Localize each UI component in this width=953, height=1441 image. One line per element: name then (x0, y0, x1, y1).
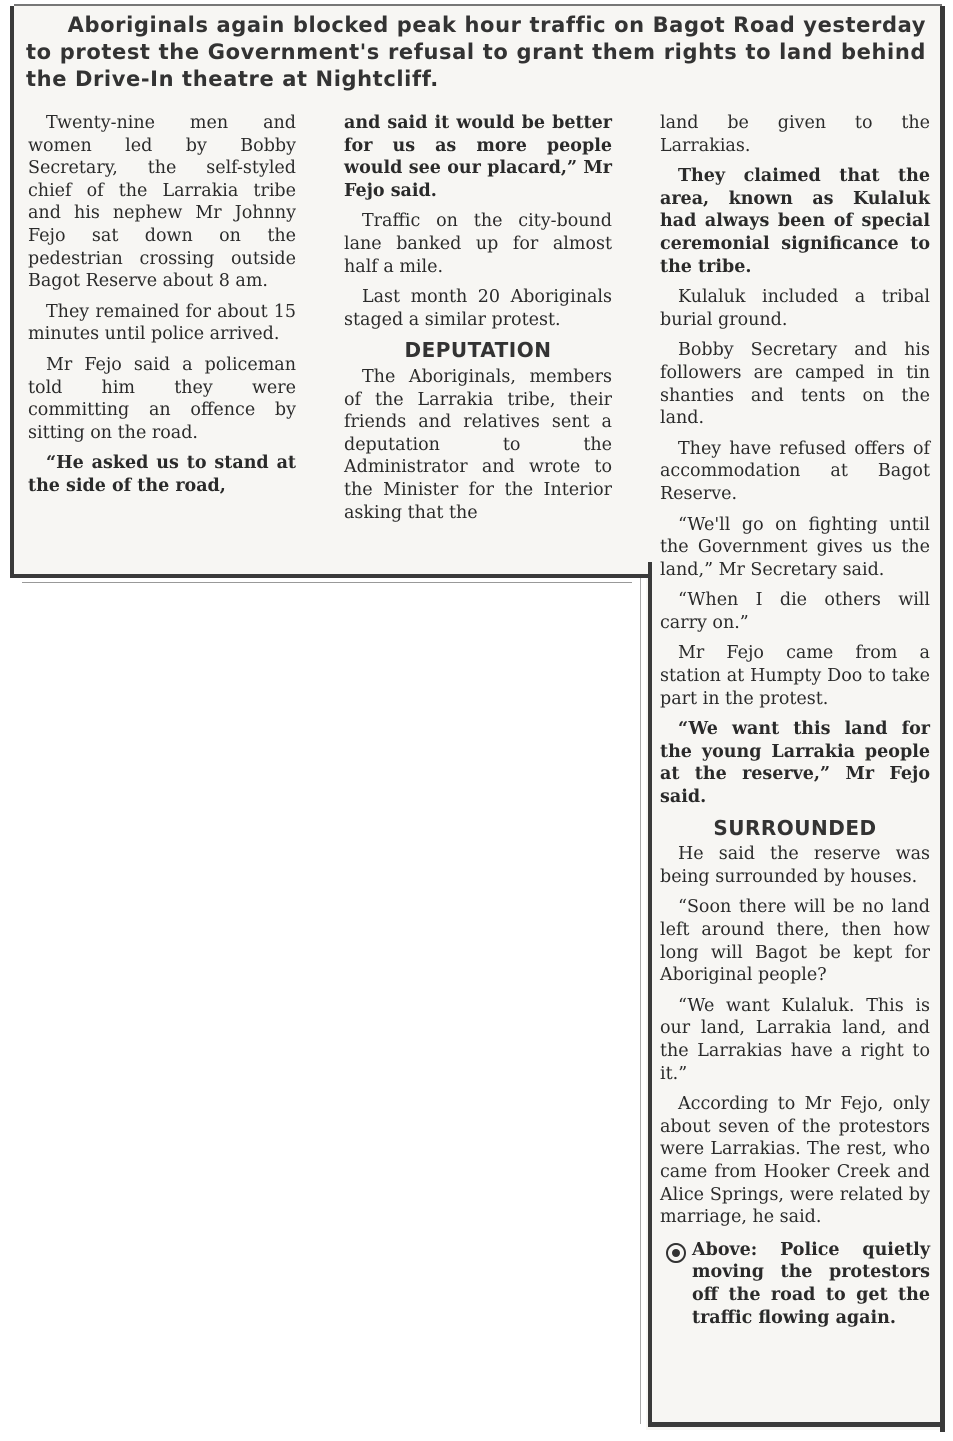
paragraph: land be given to the Larrakias. (660, 113, 930, 156)
photo-caption (660, 1239, 930, 1329)
headline-line-1: Aboriginals again blocked peak hour traffic on Bagot Road yesterday (67, 13, 926, 37)
paragraph: According to Mr Fejo, only about seven of the protestors were Larrakias. The rest, who came from Hooker Creek and Alice Springs, were related by marriage, he said. (660, 1094, 930, 1228)
paragraph: “When I die others will carry on.” (660, 590, 930, 633)
paragraph-quote: and said it would be better for us as more people would see our placard,” Mr Fejo said. (344, 113, 612, 201)
paragraph: “We want Kulaluk. This is our land, Larrakia land, and the Larrakias have a right to it.” (660, 995, 930, 1084)
article-column-1 (28, 112, 296, 506)
article-column-2 (344, 112, 612, 532)
paragraph: The Aboriginals, members of the Larrakia tribe, their friends and relatives sent a deputation to the Administrator and wrote to the Minister for the Interior asking that the (344, 366, 612, 523)
right-border (940, 6, 945, 1432)
middle-bottom-border (10, 574, 652, 578)
paragraph: Last month 20 Aboriginals staged a similar protest. (344, 287, 612, 330)
headline-line-2: to protest the Government's refusal to grant them rights to land behind (26, 40, 926, 64)
subheading-surrounded: SURROUNDED (713, 815, 877, 840)
top-border (14, 4, 942, 6)
paragraph: Kulaluk included a tribal burial ground. (660, 287, 930, 330)
paragraph: Bobby Secretary and his followers are camped in tin shanties and tents on the land. (660, 340, 930, 429)
headline-line-3: the Drive-In theatre at Nightcliff. (26, 67, 439, 91)
middle-bottom-cut-line (22, 582, 632, 583)
right-column-cut-line (640, 578, 641, 1424)
paragraph: He said the reserve was being surrounded by houses. (660, 844, 930, 887)
caption-text: Above: Police quietly moving the protestors off the road to get the traffic flowing again. (692, 1239, 930, 1328)
paragraph: They remained for about 15 minutes until police arrived. (28, 301, 296, 345)
right-column-left-border (648, 562, 652, 1424)
paragraph: “Soon there will be no land left around there, then how long will Bagot be kept for Aboriginal people? (660, 897, 930, 986)
article-column-3 (660, 112, 930, 1329)
paragraph: Mr Fejo said a policeman told him they were committing an offence by sitting on the road. (28, 354, 296, 443)
left-border (10, 6, 14, 578)
paragraph: They claimed that the area, known as Kulaluk had always been of special ceremonial significance to the tribe. (660, 166, 930, 277)
paragraph-quote: “We want this land for the young Larrakia people at the reserve,” Mr Fejo said. (660, 719, 930, 808)
paragraph: Traffic on the city-bound lane banked up for almost half a mile. (344, 211, 612, 277)
photo-bullet-icon (666, 1243, 686, 1263)
paragraph: Twenty-nine men and women led by Bobby Secretary, the self-styled chief of the Larrakia tribe and his nephew Mr Johnny Fejo sat down on the pedestrian crossing outside Bagot Reserve about 8 am. (28, 113, 296, 292)
paragraph-quote: “He asked us to stand at the side of the road, (28, 453, 296, 496)
bottom-border (648, 1422, 945, 1427)
paragraph: “We'll go on fighting until the Government gives us the land,” Mr Secretary said. (660, 514, 930, 580)
subheading-deputation: DEPUTATION (404, 338, 552, 363)
article-headline (26, 12, 926, 93)
paragraph: Mr Fejo came from a station at Humpty Doo to take part in the protest. (660, 643, 930, 709)
paragraph: They have refused offers of accommodation at Bagot Reserve. (660, 438, 930, 504)
